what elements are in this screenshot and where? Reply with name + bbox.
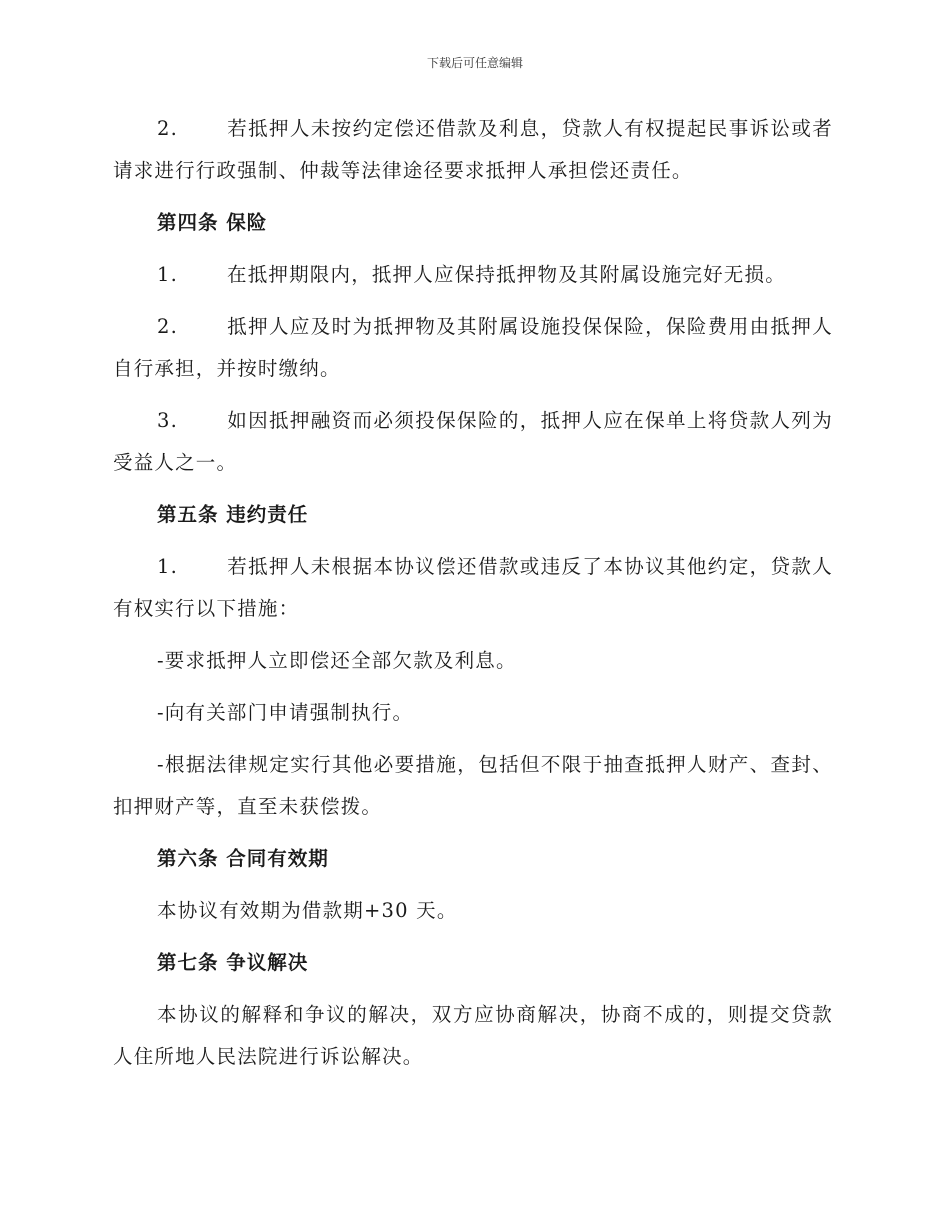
section-heading: 第六条 合同有效期: [157, 847, 329, 870]
item-number: 1.: [157, 555, 179, 578]
measure-item: -根据法律规定实行其他必要措施，包括但不限于抽查抵押人财产、查封、扣押财产等，直至未获偿拨。: [113, 753, 833, 818]
item-text: 若抵押人未根据本协议偿还借款或违反了本协议其他约定，贷款人有权实行以下措施：: [113, 555, 833, 620]
clause-5-item-1: [113, 546, 833, 630]
clause-3-item-2: [113, 108, 833, 192]
section-heading: 第七条 争议解决: [157, 951, 309, 974]
measure-item: -向有关部门申请强制执行。: [157, 701, 414, 724]
paragraph: 本协议有效期为借款期+30 天。: [157, 899, 458, 922]
item-number: 1.: [157, 263, 179, 286]
item-text: 如因抵押融资而必须投保保险的，抵押人应在保单上将贷款人列为受益人之一。: [113, 409, 833, 474]
item-text: 抵押人应及时为抵押物及其附属设施投保保险，保险费用由抵押人自行承担，并按时缴纳。: [113, 315, 833, 380]
clause-4-item-2: [113, 306, 833, 390]
section-heading: 第四条 保险: [157, 211, 268, 234]
clause-4-item-1: [113, 254, 833, 296]
page-header: 下载后可任意编辑: [426, 56, 523, 70]
section-heading: 第五条 违约责任: [157, 503, 309, 526]
item-number: 2.: [157, 315, 179, 338]
item-text: 在抵押期限内，抵押人应保持抵押物及其附属设施完好无损。: [227, 263, 786, 286]
item-number: 3.: [157, 409, 179, 432]
paragraph: 本协议的解释和争议的解决，双方应协商解决，协商不成的，则提交贷款人住所地人民法院进行诉讼解决。: [113, 1003, 833, 1068]
item-text: 若抵押人未按约定偿还借款及利息，贷款人有权提起民事诉讼或者请求进行行政强制、仲裁等法律途径要求抵押人承担偿还责任。: [113, 117, 833, 182]
clause-4-item-3: [113, 400, 833, 484]
document-body: [113, 108, 833, 1088]
item-number: 2.: [157, 117, 179, 140]
measure-item: -要求抵押人立即偿还全部欠款及利息。: [157, 649, 517, 672]
